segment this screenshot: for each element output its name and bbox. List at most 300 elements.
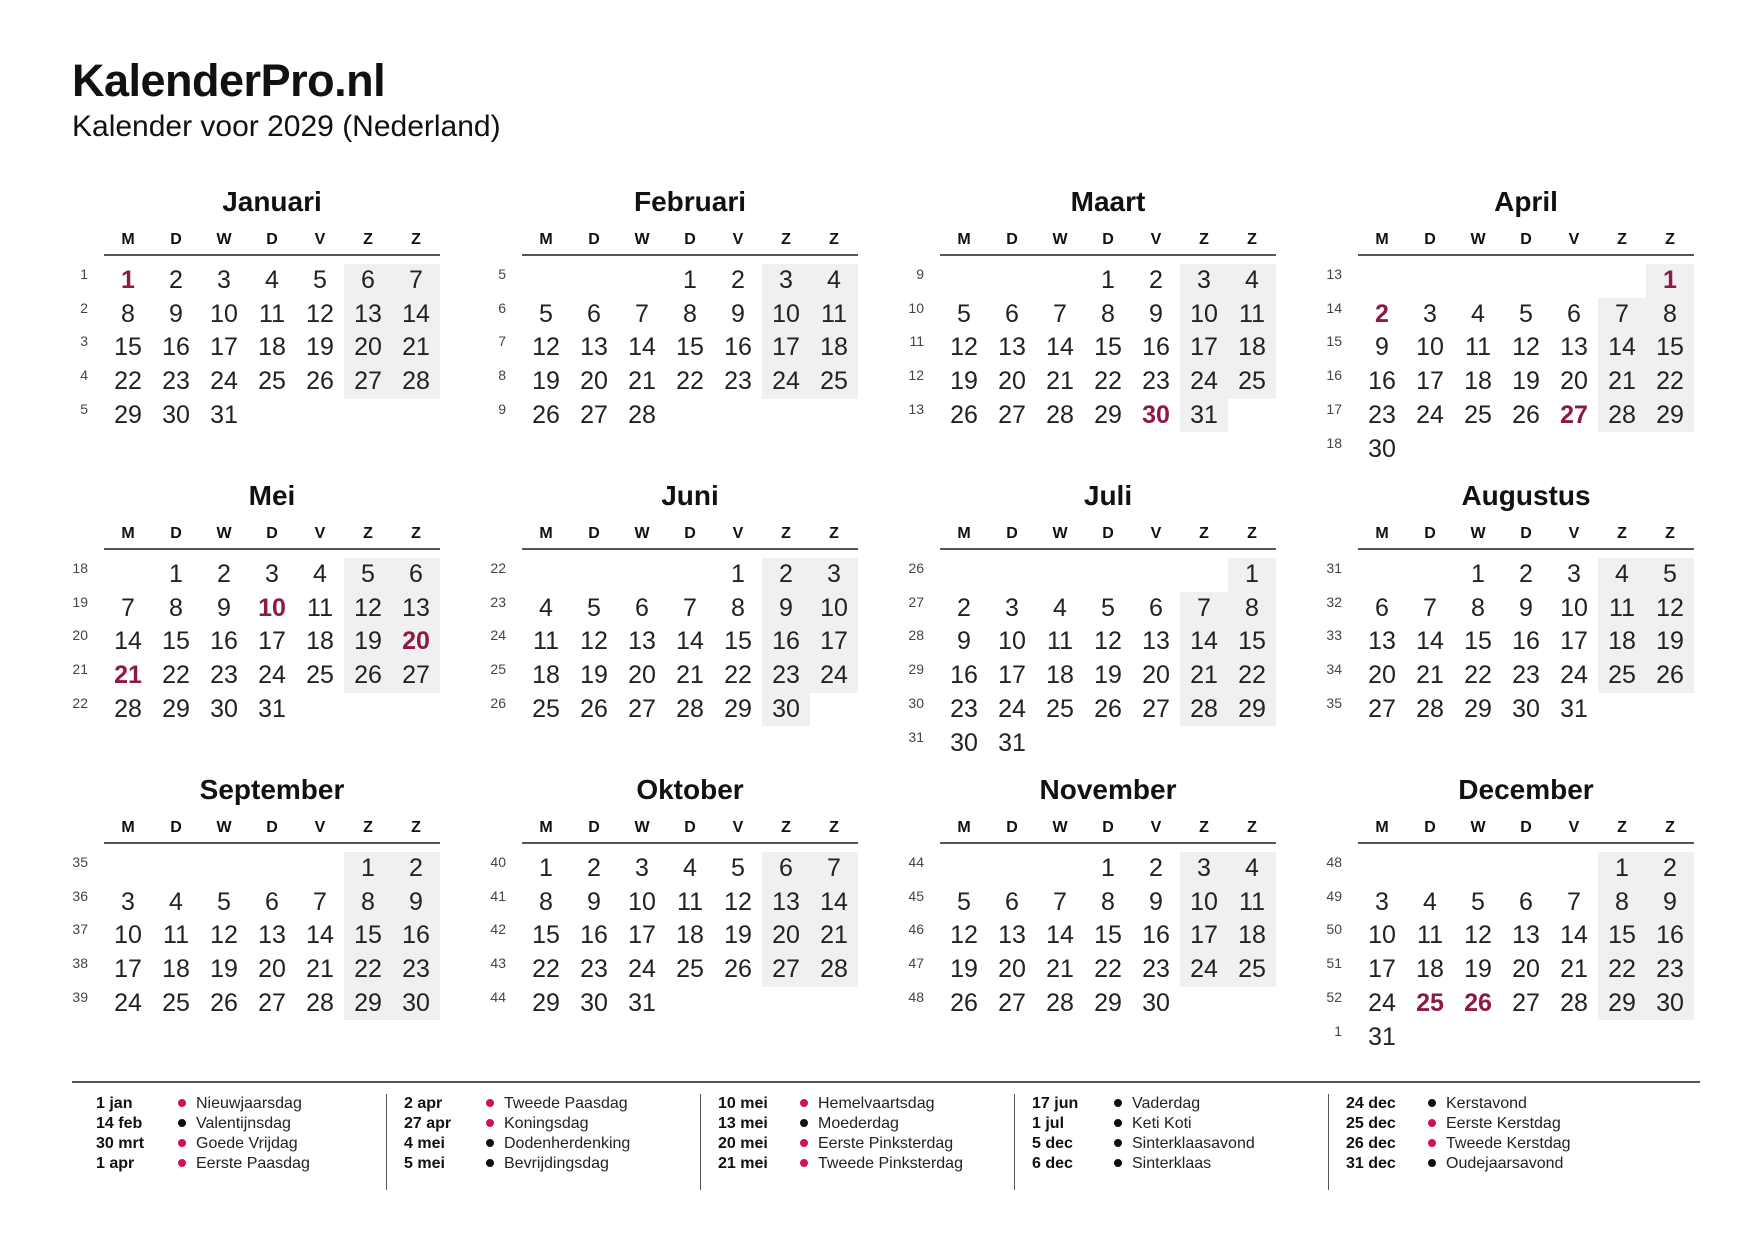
day-cell: 11	[163, 921, 189, 950]
week-number: 48	[1326, 854, 1342, 870]
holiday-name: Tweede Paasdag	[504, 1095, 628, 1112]
day-cell: 25	[1464, 400, 1492, 429]
day-cell: 10	[998, 627, 1026, 656]
day-cell: 18	[820, 333, 848, 362]
day-cell: 21	[306, 955, 334, 984]
week-number: 1	[1334, 1022, 1342, 1039]
day-cell: 28	[1046, 400, 1074, 429]
weekday-header: Z	[1665, 231, 1675, 248]
day-cell: 20	[354, 333, 382, 362]
weekday-header: Z	[1665, 819, 1675, 836]
day-cell: 4	[1245, 854, 1259, 882]
day-cell: 11	[1239, 887, 1265, 916]
week-number: 32	[1326, 593, 1342, 610]
holiday-entry	[72, 1114, 386, 1134]
day-cell: 2	[1519, 560, 1533, 588]
holiday-day-cell: 25	[1416, 988, 1444, 1017]
weekday-header: Z	[781, 819, 791, 836]
header-rule	[940, 842, 1276, 844]
weekday-header: D	[1520, 231, 1532, 248]
holiday-date: 5 mei	[404, 1155, 445, 1172]
day-cell: 6	[1567, 299, 1581, 328]
bullet-icon	[486, 1119, 494, 1127]
holiday-date: 1 apr	[96, 1155, 135, 1172]
weekday-header: W	[1052, 525, 1068, 542]
day-cell: 4	[1471, 299, 1485, 328]
weekday-header: V	[314, 819, 326, 836]
day-cell: 29	[1656, 400, 1684, 429]
holiday-date: 10 mei	[718, 1095, 768, 1112]
day-cell: 17	[114, 955, 142, 984]
day-cell: 25	[676, 955, 704, 984]
day-cell: 26	[532, 400, 560, 429]
day-cell: 3	[779, 266, 793, 294]
week-number: 10	[908, 299, 924, 316]
week-number: 12	[908, 367, 924, 384]
day-cell: 2	[169, 266, 183, 294]
week-number: 42	[490, 921, 506, 938]
week-number: 27	[908, 593, 924, 610]
week-number: 18	[72, 560, 88, 576]
holiday-column	[72, 1094, 387, 1190]
day-cell: 4	[683, 854, 697, 882]
month-title: November	[1039, 774, 1177, 805]
day-cell: 11	[1465, 333, 1491, 362]
day-cell: 9	[1663, 887, 1677, 916]
day-cell: 4	[313, 560, 327, 588]
day-cell: 11	[1047, 627, 1073, 656]
day-cell: 6	[361, 266, 375, 294]
day-cell: 2	[1663, 854, 1677, 882]
day-cell: 16	[162, 333, 190, 362]
day-cell: 6	[587, 299, 601, 328]
day-cell: 30	[1142, 988, 1170, 1017]
day-cell: 10	[1190, 887, 1218, 916]
day-cell: 12	[1464, 921, 1492, 950]
week-number: 9	[916, 266, 924, 282]
weekday-header: M	[539, 231, 553, 248]
day-cell: 11	[821, 299, 847, 328]
day-cell: 19	[306, 333, 334, 362]
day-cell: 31	[1368, 1022, 1396, 1051]
day-cell: 30	[210, 694, 238, 723]
day-cell: 30	[1368, 434, 1396, 463]
day-cell: 15	[1608, 921, 1636, 950]
header-rule	[1358, 842, 1694, 844]
day-cell: 3	[827, 560, 841, 588]
day-cell: 28	[114, 694, 142, 723]
weekday-header: M	[1375, 231, 1389, 248]
bullet-icon	[1428, 1119, 1436, 1127]
week-number: 15	[1326, 333, 1342, 350]
week-number: 43	[490, 955, 506, 972]
day-cell: 9	[1149, 299, 1163, 328]
day-cell: 15	[1464, 627, 1492, 656]
holiday-name: Eerste Pinksterdag	[818, 1135, 954, 1152]
day-cell: 1	[731, 560, 745, 588]
day-cell: 27	[998, 400, 1026, 429]
week-number: 45	[908, 887, 924, 904]
day-cell: 2	[1149, 854, 1163, 882]
holiday-name: Nieuwjaarsdag	[196, 1095, 302, 1112]
week-number: 40	[490, 854, 506, 870]
day-cell: 1	[683, 266, 697, 294]
holiday-entry	[1014, 1114, 1328, 1134]
day-cell: 31	[258, 694, 286, 723]
weekday-header: V	[732, 819, 744, 836]
holiday-entry	[1014, 1094, 1328, 1114]
weekday-header: D	[1102, 525, 1114, 542]
day-cell: 5	[587, 593, 601, 622]
weekday-header: Z	[781, 231, 791, 248]
holiday-name: Sinterklaas	[1132, 1155, 1212, 1172]
day-cell: 29	[1464, 694, 1492, 723]
week-number: 36	[72, 887, 88, 904]
week-number: 29	[908, 661, 924, 678]
weekday-header: D	[684, 231, 696, 248]
day-cell: 3	[121, 887, 135, 916]
day-cell: 9	[957, 627, 971, 656]
holiday-date: 25 dec	[1346, 1115, 1396, 1132]
week-number: 2	[80, 299, 88, 316]
day-cell: 3	[635, 854, 649, 882]
day-cell: 20	[580, 367, 608, 396]
day-cell: 26	[1094, 694, 1122, 723]
weekday-header: D	[684, 525, 696, 542]
day-cell: 23	[772, 661, 800, 690]
bullet-icon	[1428, 1159, 1436, 1167]
weekday-header: Z	[781, 525, 791, 542]
day-cell: 13	[998, 921, 1026, 950]
bullet-icon	[1114, 1119, 1122, 1127]
day-cell: 25	[1608, 661, 1636, 690]
holiday-entry	[72, 1094, 386, 1114]
week-number: 13	[1326, 266, 1342, 282]
day-cell: 29	[162, 694, 190, 723]
holiday-column	[1014, 1094, 1329, 1190]
day-cell: 10	[114, 921, 142, 950]
week-number: 35	[1326, 694, 1342, 711]
day-cell: 13	[1560, 333, 1588, 362]
day-cell: 9	[1519, 593, 1533, 622]
weekday-header: D	[684, 819, 696, 836]
day-cell: 18	[676, 921, 704, 950]
day-cell: 12	[724, 887, 752, 916]
week-number: 31	[1326, 560, 1342, 576]
day-cell: 19	[1512, 367, 1540, 396]
day-cell: 1	[539, 854, 553, 882]
day-cell: 2	[217, 560, 231, 588]
week-number: 25	[490, 661, 506, 678]
week-number: 26	[490, 694, 506, 711]
month-title: Juni	[661, 480, 719, 511]
weekday-header: V	[1568, 231, 1580, 248]
holiday-entry	[386, 1094, 700, 1114]
day-cell: 9	[587, 887, 601, 916]
day-cell: 24	[258, 661, 286, 690]
day-cell: 9	[779, 593, 793, 622]
day-cell: 31	[1560, 694, 1588, 723]
weekday-header: M	[957, 231, 971, 248]
day-cell: 23	[1368, 400, 1396, 429]
weekday-header: M	[539, 525, 553, 542]
day-cell: 26	[210, 988, 238, 1017]
weekday-header: D	[170, 819, 182, 836]
day-cell: 14	[1560, 921, 1588, 950]
week-number: 4	[80, 367, 88, 384]
day-cell: 28	[1608, 400, 1636, 429]
day-cell: 14	[402, 299, 430, 328]
day-cell: 15	[354, 921, 382, 950]
holiday-name: Goede Vrijdag	[196, 1135, 298, 1152]
weekday-header: D	[588, 231, 600, 248]
month-title: April	[1494, 186, 1558, 217]
holiday-name: Dodenherdenking	[504, 1135, 631, 1152]
day-cell: 4	[539, 593, 553, 622]
day-cell: 3	[1197, 854, 1211, 882]
day-cell: 30	[772, 694, 800, 723]
day-cell: 18	[258, 333, 286, 362]
day-cell: 23	[162, 367, 190, 396]
week-number: 49	[1326, 887, 1342, 904]
day-cell: 2	[587, 854, 601, 882]
day-cell: 10	[1190, 299, 1218, 328]
week-number: 50	[1326, 921, 1342, 938]
week-number: 24	[490, 627, 506, 644]
day-cell: 24	[1416, 400, 1444, 429]
holiday-column	[700, 1094, 1015, 1190]
day-cell: 20	[628, 661, 656, 690]
weekday-header: D	[266, 819, 278, 836]
week-number: 38	[72, 955, 88, 972]
week-number: 34	[1326, 661, 1342, 678]
day-cell: 20	[1512, 955, 1540, 984]
day-cell: 4	[1053, 593, 1067, 622]
holiday-name: Keti Koti	[1132, 1115, 1192, 1132]
day-cell: 25	[1238, 367, 1266, 396]
day-cell: 7	[1423, 593, 1437, 622]
day-cell: 22	[1608, 955, 1636, 984]
day-cell: 4	[1423, 887, 1437, 916]
weekday-header: Z	[363, 525, 373, 542]
holiday-name: Tweede Kerstdag	[1446, 1135, 1571, 1152]
day-cell: 3	[265, 560, 279, 588]
day-cell: 12	[950, 333, 978, 362]
day-cell: 31	[998, 728, 1026, 757]
month-title: December	[1458, 774, 1594, 805]
weekday-header: Z	[1199, 231, 1209, 248]
day-cell: 1	[169, 560, 183, 588]
day-cell: 7	[1053, 887, 1067, 916]
day-cell: 15	[1094, 921, 1122, 950]
day-cell: 31	[628, 988, 656, 1017]
header-rule	[1358, 548, 1694, 550]
day-cell: 7	[1053, 299, 1067, 328]
weekday-header: D	[588, 525, 600, 542]
day-cell: 2	[957, 593, 971, 622]
week-number: 39	[72, 988, 88, 1005]
weekday-header: Z	[363, 819, 373, 836]
day-cell: 18	[1608, 627, 1636, 656]
weekday-header: Z	[1247, 231, 1257, 248]
month-title: Mei	[248, 480, 296, 511]
day-cell: 5	[1471, 887, 1485, 916]
weekday-header: W	[216, 525, 232, 542]
day-cell: 17	[820, 627, 848, 656]
weekday-header: D	[170, 525, 182, 542]
weekday-header: M	[121, 525, 135, 542]
day-cell: 24	[210, 367, 238, 396]
week-number: 22	[490, 560, 506, 576]
day-cell: 5	[217, 887, 231, 916]
day-cell: 21	[1190, 661, 1218, 690]
day-cell: 17	[1560, 627, 1588, 656]
day-cell: 31	[1190, 400, 1218, 429]
week-number: 18	[1326, 434, 1342, 451]
day-cell: 7	[121, 593, 135, 622]
month-title: Januari	[222, 186, 322, 217]
weekday-header: W	[1470, 231, 1486, 248]
day-cell: 19	[1656, 627, 1684, 656]
week-number: 35	[72, 854, 88, 870]
bullet-icon	[486, 1159, 494, 1167]
weekday-header: Z	[1247, 525, 1257, 542]
week-number: 1	[80, 266, 88, 282]
day-cell: 11	[1609, 593, 1635, 622]
day-cell: 16	[724, 333, 752, 362]
bullet-icon	[800, 1119, 808, 1127]
holiday-date: 1 jan	[96, 1095, 133, 1112]
weekday-header: Z	[1617, 819, 1627, 836]
holiday-date: 14 feb	[96, 1115, 143, 1132]
day-cell: 3	[217, 266, 231, 294]
holiday-date: 26 dec	[1346, 1135, 1396, 1152]
holiday-date: 27 apr	[404, 1115, 452, 1132]
day-cell: 6	[635, 593, 649, 622]
day-cell: 24	[1560, 661, 1588, 690]
day-cell: 21	[1046, 367, 1074, 396]
day-cell: 14	[1416, 627, 1444, 656]
day-cell: 21	[820, 921, 848, 950]
day-cell: 23	[724, 367, 752, 396]
day-cell: 24	[628, 955, 656, 984]
day-cell: 8	[121, 299, 135, 328]
day-cell: 22	[114, 367, 142, 396]
header-rule	[104, 548, 440, 550]
day-cell: 27	[1142, 694, 1170, 723]
day-cell: 15	[532, 921, 560, 950]
weekday-header: W	[634, 525, 650, 542]
day-cell: 14	[628, 333, 656, 362]
day-cell: 2	[409, 854, 423, 882]
weekday-header: Z	[1199, 819, 1209, 836]
holiday-entry	[700, 1154, 1014, 1174]
weekday-header: Z	[829, 525, 839, 542]
holiday-name: Eerste Paasdag	[196, 1155, 310, 1172]
day-cell: 25	[532, 694, 560, 723]
holiday-date: 1 jul	[1032, 1115, 1065, 1132]
week-number: 16	[1326, 367, 1342, 384]
weekday-header: Z	[1247, 819, 1257, 836]
weekday-header: Z	[411, 525, 421, 542]
day-cell: 5	[731, 854, 745, 882]
weekday-header: V	[314, 525, 326, 542]
weekday-header: Z	[1199, 525, 1209, 542]
weekday-header: D	[1006, 231, 1018, 248]
week-number: 19	[72, 593, 88, 610]
day-cell: 4	[1615, 560, 1629, 588]
holiday-entry	[1328, 1134, 1700, 1154]
weekday-header: D	[170, 231, 182, 248]
day-cell: 2	[731, 266, 745, 294]
day-cell: 10	[772, 299, 800, 328]
day-cell: 21	[676, 661, 704, 690]
week-number: 52	[1326, 988, 1342, 1005]
day-cell: 24	[820, 661, 848, 690]
day-cell: 12	[354, 593, 382, 622]
day-cell: 6	[1149, 593, 1163, 622]
day-cell: 1	[1471, 560, 1485, 588]
holiday-entry	[386, 1114, 700, 1134]
day-cell: 8	[1101, 887, 1115, 916]
week-number: 8	[498, 367, 506, 384]
day-cell: 22	[1094, 955, 1122, 984]
day-cell: 19	[950, 367, 978, 396]
holiday-name: Kerstavond	[1446, 1095, 1527, 1112]
day-cell: 6	[1005, 887, 1019, 916]
day-cell: 4	[169, 887, 183, 916]
day-cell: 6	[1005, 299, 1019, 328]
day-cell: 7	[1197, 593, 1211, 622]
weekday-header: V	[732, 525, 744, 542]
day-cell: 26	[1656, 661, 1684, 690]
weekday-header: V	[1568, 819, 1580, 836]
day-cell: 8	[1615, 887, 1629, 916]
weekday-header: M	[121, 819, 135, 836]
day-cell: 29	[724, 694, 752, 723]
day-cell: 20	[772, 921, 800, 950]
week-number: 14	[1326, 299, 1342, 316]
weekday-header: V	[1150, 525, 1162, 542]
day-cell: 16	[950, 661, 978, 690]
day-cell: 15	[162, 627, 190, 656]
holiday-day-cell: 10	[258, 593, 286, 622]
day-cell: 11	[533, 627, 559, 656]
day-cell: 26	[580, 694, 608, 723]
week-number: 5	[80, 400, 88, 417]
day-cell: 19	[580, 661, 608, 690]
holiday-date: 20 mei	[718, 1135, 768, 1152]
day-cell: 17	[998, 661, 1026, 690]
day-cell: 16	[1142, 333, 1170, 362]
day-cell: 3	[1423, 299, 1437, 328]
day-cell: 12	[1512, 333, 1540, 362]
day-cell: 30	[580, 988, 608, 1017]
week-number: 9	[498, 400, 506, 417]
day-cell: 24	[772, 367, 800, 396]
holiday-entry	[1014, 1154, 1328, 1174]
weekday-header: Z	[363, 231, 373, 248]
day-cell: 6	[265, 887, 279, 916]
day-cell: 15	[1238, 627, 1266, 656]
day-cell: 8	[1245, 593, 1259, 622]
day-cell: 25	[1046, 694, 1074, 723]
week-number: 28	[908, 627, 924, 644]
day-cell: 18	[1238, 921, 1266, 950]
day-cell: 7	[409, 266, 423, 294]
month-title: September	[199, 774, 345, 805]
month-title: Augustus	[1461, 480, 1591, 511]
